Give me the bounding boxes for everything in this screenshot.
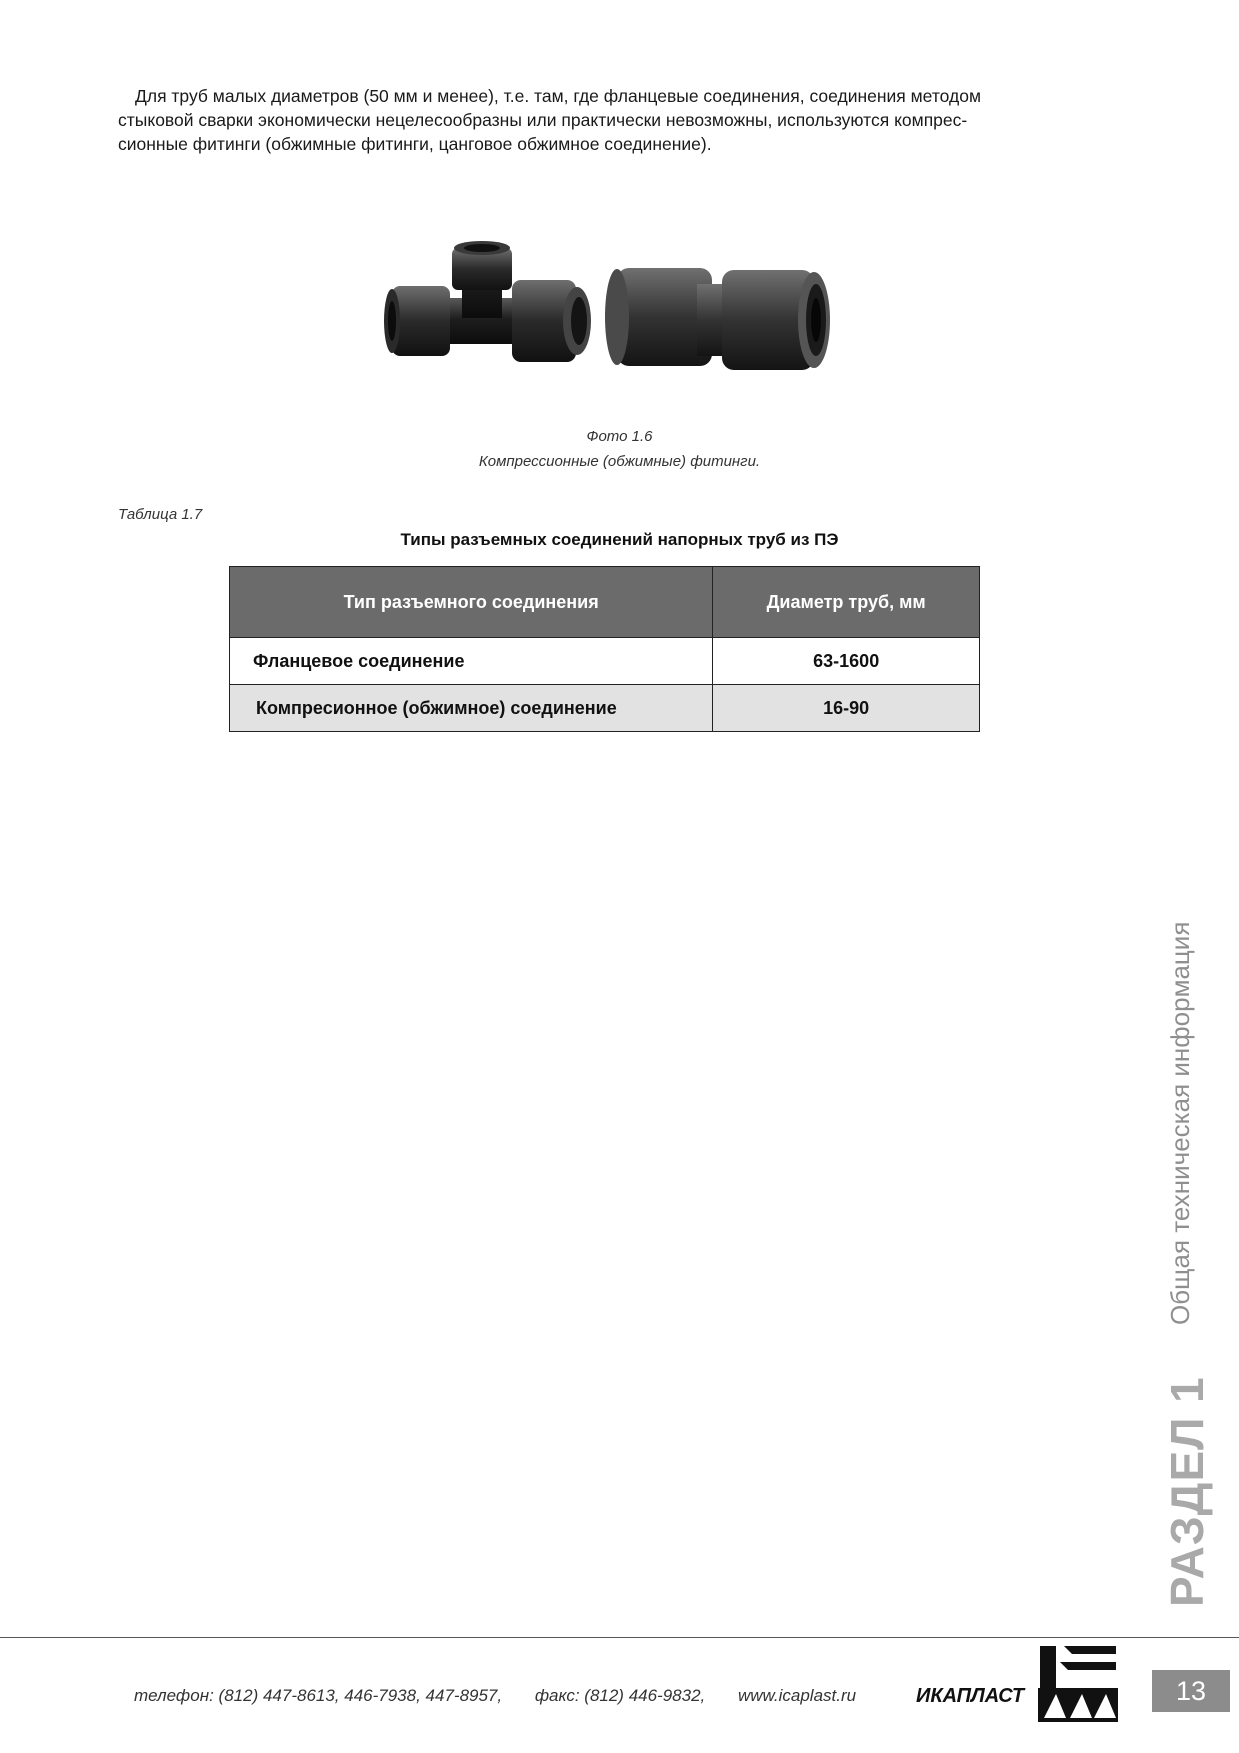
table-header-row bbox=[230, 567, 980, 638]
intro-line-3: сионные фитинги (обжимные фитинги, цанговое обжимное соединение). bbox=[118, 134, 712, 154]
footer-divider bbox=[0, 1637, 1239, 1638]
footer-phone: телефон: (812) 447-8613, 446-7938, 447-8957, bbox=[134, 1686, 503, 1705]
section-topic-text: Общая техническая информация bbox=[1165, 921, 1195, 1325]
section-label-text: РАЗДЕЛ 1 bbox=[1161, 1376, 1213, 1607]
cell-diameter: 16-90 bbox=[713, 685, 980, 732]
cell-connection-type: Компресионное (обжимное) соединение bbox=[230, 685, 713, 732]
table-row bbox=[230, 638, 980, 685]
footer-contacts bbox=[134, 1686, 884, 1706]
ica-logo-icon bbox=[1036, 1644, 1120, 1724]
table-row bbox=[230, 685, 980, 732]
table-label: Таблица 1.7 bbox=[118, 506, 203, 523]
header-pipe-diameter: Диаметр труб, мм bbox=[713, 567, 980, 638]
cell-connection-type: Фланцевое соединение bbox=[230, 638, 713, 685]
footer-website-link[interactable]: www.icaplast.ru bbox=[738, 1686, 857, 1705]
footer-fax: факс: (812) 446-9832, bbox=[534, 1686, 706, 1705]
connection-types-table bbox=[229, 566, 980, 732]
table-title: Типы разъемных соединений напорных труб из ПЭ bbox=[400, 530, 839, 549]
intro-line-1: Для труб малых диаметров (50 мм и менее), т.е. там, где фланцевые соединения, соединения методом bbox=[135, 86, 981, 106]
photo-caption-number: Фото 1.6 bbox=[586, 428, 653, 445]
intro-paragraph bbox=[118, 84, 1093, 156]
cell-diameter: 63-1600 bbox=[713, 638, 980, 685]
page-number: 13 bbox=[1152, 1670, 1230, 1712]
header-connection-type: Тип разъемного соединения bbox=[230, 567, 713, 638]
tee-fitting-icon bbox=[384, 241, 591, 362]
fittings-photo bbox=[372, 228, 830, 420]
intro-line-2: стыковой сварки экономически нецелесообразны или практически невозможны, используются компрес- bbox=[118, 110, 968, 130]
brand-name: ИКАПЛАСТ bbox=[916, 1685, 1025, 1707]
photo-caption-text: Компрессионные (обжимные) фитинги. bbox=[478, 453, 761, 470]
coupling-fitting-icon bbox=[605, 268, 830, 370]
